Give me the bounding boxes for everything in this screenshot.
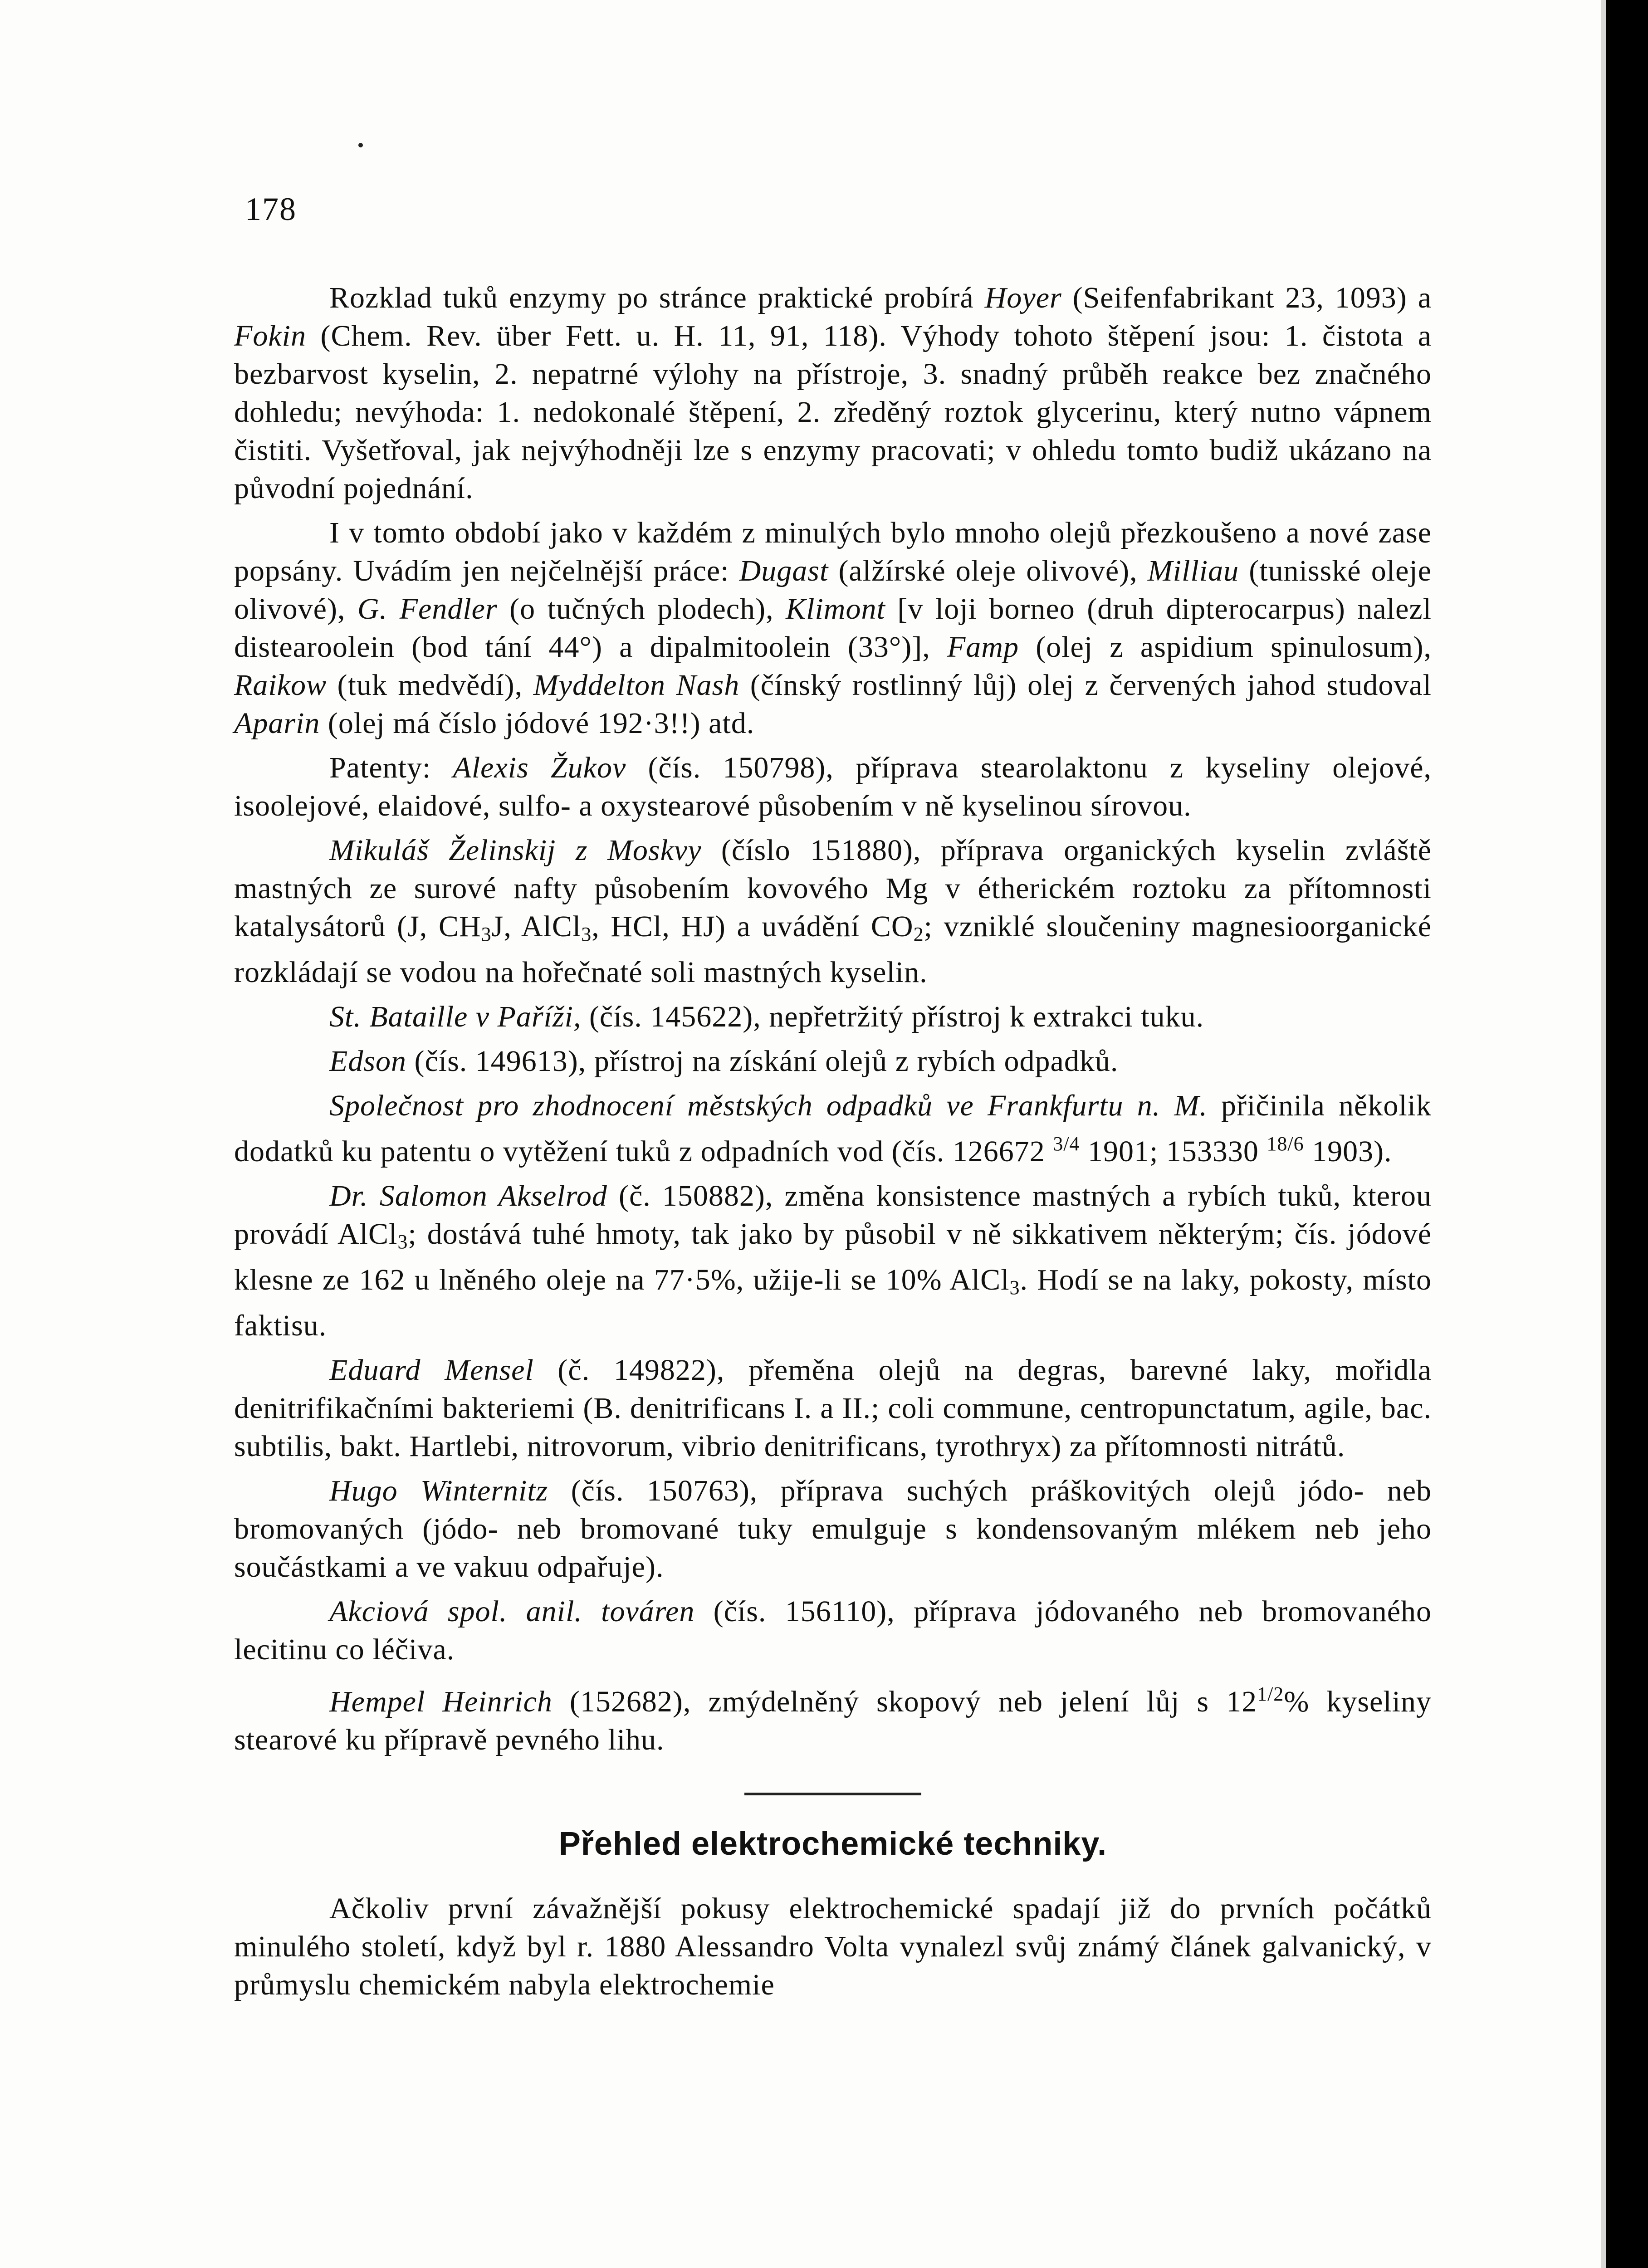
author-name: Akciová spol. anil. továren bbox=[329, 1595, 695, 1628]
print-speck bbox=[358, 143, 363, 147]
text-run: (olej má číslo jódové 192·3!!) atd. bbox=[320, 707, 755, 740]
author-name: Hugo Winternitz bbox=[329, 1474, 548, 1507]
author-name: St. Bataille v Paříži, bbox=[329, 1000, 582, 1033]
paragraph-patent-mensel bbox=[234, 1351, 1432, 1466]
text-run: Rozklad tuků enzymy po stránce praktické probírá bbox=[329, 281, 985, 314]
text-run: (čís. 149613), přístroj na získání olejů z rybích odpadků. bbox=[406, 1045, 1119, 1078]
author-name: Hoyer bbox=[984, 281, 1062, 314]
author-name: Aparin bbox=[234, 707, 320, 740]
text-run: ; dostává tuhé hmoty, tak jako by působil v ně sikkativem některým; čís. jódové klesne ze 162 u lněného oleje na 77·5%, užije-li se 10% AlCl bbox=[234, 1217, 1432, 1296]
section-divider bbox=[744, 1793, 921, 1795]
text-run: (číslo 151880), příprava organických kyselin zvláště mastných ze surové nafty působením kovového Mg v étherickém roztoku za přítomnosti katalysátorů (J, CH bbox=[234, 834, 1432, 943]
author-name: Alexis Žukov bbox=[453, 751, 626, 784]
text-run: přičinila několik dodatků ku patentu o vytěžení tuků z odpadních vod (čís. 126672 bbox=[234, 1089, 1432, 1168]
section-heading: Přehled elektrochemické techniky. bbox=[558, 1826, 1107, 1862]
subscript: 3 bbox=[481, 923, 492, 945]
paragraph-patent-frankfurt bbox=[234, 1087, 1432, 1171]
text-run: J, AlCl bbox=[491, 910, 582, 943]
text-run: (čís. 145622), nepřetržitý přístroj k extrakci tuku. bbox=[581, 1000, 1204, 1033]
subscript: 3 bbox=[581, 923, 592, 945]
date-fraction: 18/6 bbox=[1267, 1133, 1304, 1155]
text-run: (alžírské oleje olivové), bbox=[828, 554, 1148, 587]
author-name: G. Fendler bbox=[357, 592, 498, 626]
text-run: . Hodí se na laky, pokosty, místo faktisu. bbox=[234, 1263, 1432, 1342]
author-name: Edson bbox=[329, 1045, 406, 1078]
text-run: , HCl, HJ) a uvádění CO bbox=[592, 910, 914, 943]
paragraph-oils bbox=[234, 514, 1432, 743]
text-run: (č. 149822), přeměna olejů na degras, barevné laky, mořidla denitrifikačními bakteriemi (B. denitrificans I. a II.; coli commune, centropunctatum, agile, bac. subtilis, bakt. Hartlebi, nitrovorum, vibrio denitrificans, tyrothryx) za přítomnosti nitrátů. bbox=[234, 1354, 1432, 1463]
paragraph-electrochemistry: Ačkoliv první závažnější pokusy elektrochemické spadají již do prvních počátků minulého století, když byl r. 1880 Alessandro Volta vynalezl svůj známý článek galvanický, v průmyslu chemickém nabyla elektrochemie bbox=[234, 1892, 1432, 2001]
author-name: Dr. Salomon Akselrod bbox=[329, 1179, 607, 1212]
text-run: % kyseliny stearové ku přípravě pevného lihu. bbox=[234, 1685, 1432, 1756]
author-name: Raikow bbox=[234, 669, 327, 702]
paragraph-patent-akselrod bbox=[234, 1177, 1432, 1345]
author-name: Myddelton Nash bbox=[533, 669, 740, 702]
text-run: (tuk medvědí), bbox=[326, 669, 533, 702]
date-fraction: 3/4 bbox=[1053, 1133, 1080, 1155]
author-name: Famp bbox=[947, 631, 1019, 664]
paragraph-patent-bataille bbox=[234, 998, 1432, 1036]
text-run: (čínský rostlinný lůj) olej z červených jahod studoval bbox=[739, 669, 1432, 702]
page-number: 178 bbox=[245, 191, 297, 227]
paragraph-patent-zelinskij bbox=[234, 831, 1432, 992]
paragraph-enzymes bbox=[234, 279, 1432, 508]
text-run: (152682), zmýdelněný skopový neb jelení lůj s 12 bbox=[552, 1685, 1257, 1718]
text-run: (čís. 150763), příprava suchých práškovitých olejů jódo- neb bromovaných (jódo- neb bromované tuky emulguje s kondensovaným mlékem neb jeho součástkami a ve vakuu odpařuje). bbox=[234, 1474, 1432, 1584]
author-name: Fokin bbox=[234, 319, 306, 352]
subscript: 3 bbox=[397, 1231, 408, 1253]
text-run: Patenty: bbox=[329, 751, 453, 784]
text-run: (tunisské oleje olivové), bbox=[234, 554, 1432, 626]
text-run: (o tučných plodech), bbox=[497, 592, 786, 626]
author-name: Dugast bbox=[739, 554, 829, 587]
main-text bbox=[234, 279, 1432, 2010]
paragraph-patent-winternitz bbox=[234, 1472, 1432, 1586]
text-run: (čís. 150798), příprava stearolaktonu z kyseliny olejové, isoolejové, elaidové, sulfo- a oxystearové působením v ně kyselinou sírovou. bbox=[234, 751, 1432, 822]
text-run: 1901; 153330 bbox=[1080, 1135, 1267, 1168]
text-run: (č. 150882), změna konsistence mastných a rybích tuků, kterou provádí AlCl bbox=[234, 1179, 1432, 1251]
text-run: I v tomto období jako v každém z minulých bylo mnoho olejů přezkoušeno a nové zase popsány. Uvádím jen nejčelnější práce: bbox=[234, 516, 1432, 587]
fraction: 1/2 bbox=[1257, 1683, 1284, 1705]
text-run: (čís. 156110), příprava jódovaného neb bromovaného lecitinu co léčiva. bbox=[234, 1595, 1432, 1666]
text-run: [v loji borneo (druh dipterocarpus) nalezl distearoolein (bod tání 44°) a dipalmitoolein (33°)], bbox=[234, 592, 1432, 664]
author-name: Milliau bbox=[1147, 554, 1239, 587]
author-name: Eduard Mensel bbox=[329, 1354, 534, 1387]
author-name: Hempel Heinrich bbox=[329, 1685, 553, 1718]
subscript: 3 bbox=[1009, 1276, 1020, 1299]
text-run: (Seifenfabrikant 23, 1093) a bbox=[1061, 281, 1432, 314]
author-name: Klimont bbox=[786, 592, 885, 626]
text-run: (olej z aspidium spinulosum), bbox=[1018, 631, 1432, 664]
paragraph-patent-edson bbox=[234, 1042, 1432, 1080]
paragraph-patent-akciova bbox=[234, 1593, 1432, 1669]
subscript: 2 bbox=[913, 923, 924, 945]
paragraph-patent-hempel bbox=[234, 1675, 1432, 1759]
text-run: 1903). bbox=[1304, 1135, 1392, 1168]
paragraph-patent-zukov bbox=[234, 749, 1432, 825]
text-run: ; vzniklé sloučeniny magnesioorganické rozkládají se vodou na hořečnaté soli mastných kyselin. bbox=[234, 910, 1432, 989]
author-name: Mikuláš Želinskij z Moskvy bbox=[329, 834, 702, 867]
text-run: (Chem. Rev. über Fett. u. H. 11, 91, 118). Výhody tohoto štěpení jsou: 1. čistota a bezbarvost kyselin, 2. nepatrné výlohy na přístroje, 3. snadný průběh reakce bez značného dohledu; nevýhoda: 1. nedokonalé štěpení, 2. zředěný roztok glycerinu, který nutno vápnem čistiti. Vyšetřoval, jak nejvýhodněji lze s enzymy pracovati; v ohledu tomto budiž ukázano na původní pojednání. bbox=[234, 319, 1432, 505]
author-name: Společnost pro zhodnocení městských odpadků ve Frankfurtu n. M. bbox=[329, 1089, 1208, 1122]
